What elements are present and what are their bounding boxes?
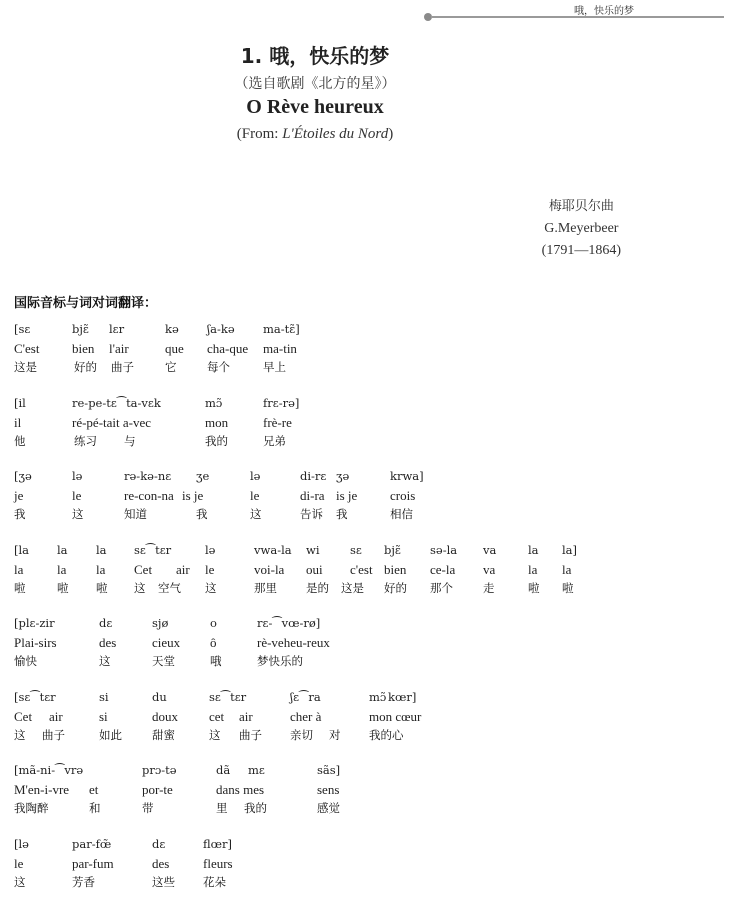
ipa-word: ʒe <box>196 469 210 483</box>
fr-word: la <box>14 562 24 577</box>
fr-word: Cet <box>134 562 153 577</box>
zh-row <box>14 505 714 524</box>
ipa-word: [il <box>14 396 26 410</box>
ipa-row <box>14 541 714 560</box>
zh-word: 啦 <box>528 581 540 595</box>
fr-word: air <box>176 562 190 577</box>
zh-word: 芳香 <box>72 875 95 889</box>
line-block-3 <box>14 467 714 524</box>
fr-word: fleurs <box>203 856 233 871</box>
ipa-word: rə-kə-nɛ <box>124 469 172 483</box>
fr-word: l'air <box>109 341 129 356</box>
fr-word: is je <box>182 488 204 503</box>
zh-word: 这 <box>205 581 217 595</box>
fr-word: ce-la <box>430 562 456 577</box>
ipa-word: vwa-la <box>254 543 292 557</box>
zh-word: 我 <box>336 507 348 521</box>
zh-word: 知道 <box>124 507 147 521</box>
zh-word: 感觉 <box>317 801 340 815</box>
ipa-row <box>14 835 714 854</box>
ipa-word: sɛ <box>350 543 362 557</box>
zh-row <box>14 358 714 377</box>
ipa-word: [sɛ⁀tɛr <box>14 690 56 704</box>
ipa-word: sjø <box>152 616 169 630</box>
ipa-word: [sɛ <box>14 322 31 336</box>
fr-word: Plai-sirs <box>14 635 57 650</box>
zh-word: 哦 <box>210 654 222 668</box>
line-block-7 <box>14 761 714 818</box>
fr-word: crois <box>390 488 416 503</box>
fr-word: re-con-na <box>124 488 174 503</box>
fr-row <box>14 486 714 505</box>
fr-word: air <box>239 709 253 724</box>
fr-word: si <box>99 709 108 724</box>
line-block-2 <box>14 394 714 451</box>
ipa-word: mɔ̃ <box>369 690 387 704</box>
ipa-word: mɛ <box>248 763 265 777</box>
fr-word: la <box>528 562 538 577</box>
ipa-row <box>14 320 714 339</box>
subtitle-work: L'Étoiles du Nord <box>282 126 389 142</box>
ipa-word: prɔ-tə <box>142 763 177 777</box>
zh-word: 里 <box>216 801 228 815</box>
zh-word: 它 <box>165 360 177 374</box>
fr-word: des <box>152 856 170 871</box>
fr-word: la <box>96 562 106 577</box>
fr-word: air <box>49 709 63 724</box>
fr-word: ô <box>210 635 217 650</box>
fr-word: voi-la <box>254 562 285 577</box>
fr-word: frè-re <box>263 415 292 430</box>
zh-word: 这是 <box>341 581 364 595</box>
fr-word: et <box>89 782 99 797</box>
composer-zh: 梅耶贝尔曲 <box>548 199 614 214</box>
fr-word: C'est <box>14 341 40 356</box>
ipa-row <box>14 761 714 780</box>
ipa-word: [mã-ni-⁀vrə <box>14 763 84 777</box>
fr-word: je <box>14 488 24 503</box>
ipa-word: dɛ <box>152 837 166 851</box>
subtitle-suffix: ) <box>388 126 394 142</box>
fr-word: doux <box>152 709 178 724</box>
zh-word: 相信 <box>390 507 413 521</box>
fr-word: mon cœur <box>369 709 422 724</box>
song-subtitle-french <box>0 126 630 143</box>
fr-word: des <box>99 635 117 650</box>
ipa-word: bjɛ̃ <box>384 543 401 557</box>
zh-word: 曲子 <box>239 728 262 742</box>
fr-word: Cet <box>14 709 33 724</box>
fr-word: cet <box>209 709 225 724</box>
zh-word: 和 <box>89 801 101 815</box>
zh-word: 甜蜜 <box>152 728 175 742</box>
running-head: 哦，快乐的梦 <box>574 6 634 17</box>
composer-name: G.Meyerbeer <box>544 221 619 236</box>
zh-word: 这 <box>99 654 111 668</box>
ipa-word: kœr] <box>388 690 417 704</box>
ipa-word: flœr] <box>203 837 233 851</box>
subtitle-prefix: (From: <box>236 126 283 142</box>
composer-credit <box>542 196 621 262</box>
fr-word: va <box>483 562 496 577</box>
fr-word: bien <box>72 341 95 356</box>
song-subtitle-chinese: （选自歌剧《北方的星》） <box>234 76 396 92</box>
zh-word: 这 <box>14 728 26 742</box>
zh-word: 我的心 <box>369 728 404 742</box>
fr-row <box>14 413 714 432</box>
fr-word: is je <box>336 488 358 503</box>
fr-word: la <box>562 562 572 577</box>
ipa-word: di-rɛ <box>300 469 327 483</box>
fr-word: mon <box>205 415 229 430</box>
fr-word: ré-pé-tait a-vec <box>72 415 152 430</box>
composer-dates: (1791—1864) <box>541 243 621 258</box>
zh-word: 啦 <box>96 581 108 595</box>
ipa-word: lə <box>250 469 261 483</box>
fr-word: le <box>72 488 82 503</box>
ipa-word: ʃa-kə <box>207 322 235 336</box>
fr-word: di-ra <box>300 488 325 503</box>
song-title-chinese: 1. 哦，快乐的梦 <box>240 44 390 68</box>
section-heading: 国际音标与词对词翻译： <box>14 296 158 311</box>
zh-word: 每个 <box>207 360 230 374</box>
ipa-word: du <box>152 690 167 704</box>
zh-word: 我的 <box>244 801 267 815</box>
zh-word: 梦快乐的 <box>257 654 303 668</box>
zh-row <box>14 652 714 671</box>
fr-word: le <box>205 562 215 577</box>
fr-word: rè-veheu-reux <box>257 635 330 650</box>
fr-word: cha-que <box>207 341 249 356</box>
fr-row <box>14 633 714 652</box>
fr-row <box>14 707 714 726</box>
ipa-word: sɛ⁀tɛr <box>134 543 172 557</box>
ipa-word: [lə <box>14 837 29 851</box>
zh-word: 我陶醉 <box>14 801 49 815</box>
zh-word: 兄弟 <box>263 434 286 448</box>
zh-word: 这是 <box>14 360 37 374</box>
ipa-word: ʒə <box>336 469 350 483</box>
ipa-word: dã <box>216 763 231 777</box>
fr-row <box>14 854 714 873</box>
ipa-word: si <box>99 690 109 704</box>
zh-word: 天堂 <box>152 654 175 668</box>
fr-word: par-fum <box>72 856 114 871</box>
ipa-word: [plɛ-zir <box>14 616 55 630</box>
ipa-word: lə <box>72 469 83 483</box>
ipa-word: frɛ-rə] <box>263 396 300 410</box>
zh-word: 告诉 <box>300 507 323 521</box>
zh-word: 我 <box>14 507 26 521</box>
fr-word: cher à <box>290 709 322 724</box>
zh-word: 花朵 <box>203 875 226 889</box>
ipa-word: la] <box>562 543 578 557</box>
ipa-word: la <box>57 543 68 557</box>
zh-word: 曲子 <box>111 360 134 374</box>
zh-word: 啦 <box>562 581 574 595</box>
zh-row <box>14 726 714 745</box>
fr-word: que <box>165 341 184 356</box>
zh-word: 是的 <box>306 581 329 595</box>
fr-word: sens <box>317 782 340 797</box>
ipa-word: sɛ⁀tɛr <box>209 690 247 704</box>
fr-word: por-te <box>142 782 173 797</box>
ipa-word: re-pe-tɛ⁀ta-vɛk <box>72 396 161 410</box>
fr-word: cieux <box>152 635 181 650</box>
fr-word: c'est <box>350 562 373 577</box>
zh-word: 啦 <box>14 581 26 595</box>
zh-word: 啦 <box>57 581 69 595</box>
ipa-word: [la <box>14 543 30 557</box>
zh-word: 这 <box>209 728 221 742</box>
ipa-word: mɔ̃ <box>205 396 223 410</box>
line-block-8 <box>14 835 714 892</box>
ipa-word: [ʒə <box>14 469 32 483</box>
ipa-word: par-fœ̃ <box>72 837 112 851</box>
zh-row <box>14 799 714 818</box>
fr-word: le <box>250 488 260 503</box>
zh-word: 这 <box>250 507 262 521</box>
zh-word: 这 <box>72 507 84 521</box>
line-block-1 <box>14 320 714 377</box>
ipa-word: krwa] <box>390 469 424 483</box>
zh-word: 这 <box>134 581 146 595</box>
zh-word: 空气 <box>158 581 181 595</box>
zh-word: 亲切 <box>290 728 313 742</box>
ipa-word: ʃɛ⁀ra <box>290 690 321 704</box>
zh-word: 曲子 <box>42 728 65 742</box>
fr-word: oui <box>306 562 323 577</box>
zh-word: 好的 <box>74 360 97 374</box>
zh-word: 他 <box>14 434 26 448</box>
zh-word: 这些 <box>152 875 175 889</box>
zh-word: 练习 <box>74 434 97 448</box>
fr-word: la <box>57 562 67 577</box>
fr-row <box>14 780 714 799</box>
ipa-word: la <box>96 543 107 557</box>
ipa-word: lə <box>205 543 216 557</box>
fr-word: ma-tin <box>263 341 297 356</box>
ipa-word: rɛ-⁀vœ-rø] <box>257 616 321 630</box>
ipa-word: kə <box>165 322 179 336</box>
ipa-row <box>14 614 714 633</box>
zh-word: 如此 <box>99 728 122 742</box>
fr-word: bien <box>384 562 407 577</box>
zh-word: 那里 <box>254 581 277 595</box>
zh-word: 好的 <box>384 581 407 595</box>
ipa-word: la <box>528 543 539 557</box>
fr-row <box>14 560 714 579</box>
zh-word: 我的 <box>205 434 228 448</box>
zh-row <box>14 579 714 598</box>
zh-word: 这 <box>14 875 26 889</box>
ipa-word: bjɛ̃ <box>72 322 89 336</box>
ipa-word: wi <box>306 543 320 557</box>
song-title-french: O Rève heureux <box>246 96 384 118</box>
line-block-4 <box>14 541 714 598</box>
fr-word: dans mes <box>216 782 265 797</box>
zh-word: 与 <box>124 434 136 448</box>
ipa-word: va <box>483 543 497 557</box>
line-block-6 <box>14 688 714 745</box>
zh-word: 愉快 <box>14 654 37 668</box>
zh-word: 早上 <box>263 360 286 374</box>
fr-word: le <box>14 856 24 871</box>
zh-word: 走 <box>483 581 495 595</box>
zh-word: 那个 <box>430 581 453 595</box>
ipa-row <box>14 467 714 486</box>
zh-word: 对 <box>329 728 341 742</box>
zh-word: 我 <box>196 507 208 521</box>
ipa-word: lɛr <box>109 322 125 336</box>
zh-word: 带 <box>142 801 154 815</box>
zh-row <box>14 873 714 892</box>
ipa-row <box>14 394 714 413</box>
ipa-word: sãs] <box>317 763 341 777</box>
zh-row <box>14 432 714 451</box>
line-block-5 <box>14 614 714 671</box>
ipa-word: dɛ <box>99 616 113 630</box>
ipa-word: sə-la <box>430 543 458 557</box>
fr-row <box>14 339 714 358</box>
ipa-row <box>14 688 714 707</box>
ipa-word: ma-tɛ̃] <box>263 322 300 336</box>
fr-word: M'en-i-vre <box>14 782 70 797</box>
fr-word: il <box>14 415 22 430</box>
ipa-word: o <box>210 616 217 630</box>
